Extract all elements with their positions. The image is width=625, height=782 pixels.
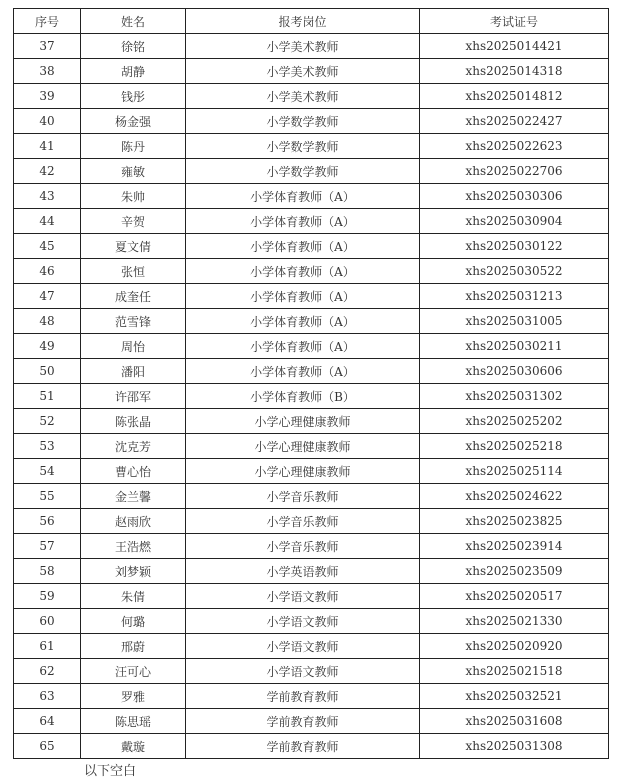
cell-exam-id: xhs2025023914 [420, 534, 609, 559]
cell-seq: 62 [14, 659, 81, 684]
header-position: 报考岗位 [186, 9, 420, 34]
table-header-row [14, 9, 609, 34]
cell-exam-id: xhs2025031213 [420, 284, 609, 309]
cell-name: 曹心怡 [81, 459, 186, 484]
cell-exam-id: xhs2025030122 [420, 234, 609, 259]
cell-seq: 54 [14, 459, 81, 484]
table-row [14, 234, 609, 259]
cell-exam-id: xhs2025025218 [420, 434, 609, 459]
table-row [14, 59, 609, 84]
cell-name: 钱彤 [81, 84, 186, 109]
table-row [14, 534, 609, 559]
cell-name: 刘梦颖 [81, 559, 186, 584]
cell-name: 杨金强 [81, 109, 186, 134]
cell-seq: 43 [14, 184, 81, 209]
cell-name: 陈张晶 [81, 409, 186, 434]
cell-position: 学前教育教师 [186, 709, 420, 734]
table-row [14, 634, 609, 659]
cell-seq: 48 [14, 309, 81, 334]
cell-exam-id: xhs2025030522 [420, 259, 609, 284]
cell-position: 小学体育教师（A） [186, 334, 420, 359]
cell-seq: 45 [14, 234, 81, 259]
cell-name: 陈丹 [81, 134, 186, 159]
cell-position: 小学数学教师 [186, 134, 420, 159]
cell-seq: 55 [14, 484, 81, 509]
cell-name: 邢蔚 [81, 634, 186, 659]
cell-exam-id: xhs2025030211 [420, 334, 609, 359]
cell-name: 徐铭 [81, 34, 186, 59]
cell-name: 胡静 [81, 59, 186, 84]
cell-seq: 60 [14, 609, 81, 634]
cell-seq: 61 [14, 634, 81, 659]
cell-exam-id: xhs2025030306 [420, 184, 609, 209]
candidate-table [13, 8, 609, 759]
cell-position: 小学体育教师（A） [186, 209, 420, 234]
table-row [14, 434, 609, 459]
cell-exam-id: xhs2025025202 [420, 409, 609, 434]
cell-seq: 56 [14, 509, 81, 534]
cell-exam-id: xhs2025023509 [420, 559, 609, 584]
cell-name: 朱帅 [81, 184, 186, 209]
cell-name: 沈克芳 [81, 434, 186, 459]
cell-position: 小学体育教师（A） [186, 259, 420, 284]
cell-position: 学前教育教师 [186, 684, 420, 709]
cell-position: 小学音乐教师 [186, 509, 420, 534]
table-row [14, 734, 609, 759]
cell-exam-id: xhs2025030904 [420, 209, 609, 234]
cell-seq: 51 [14, 384, 81, 409]
cell-exam-id: xhs2025014812 [420, 84, 609, 109]
cell-position: 小学数学教师 [186, 109, 420, 134]
cell-position: 小学语文教师 [186, 659, 420, 684]
table-row [14, 509, 609, 534]
cell-seq: 47 [14, 284, 81, 309]
header-seq: 序号 [14, 9, 81, 34]
table-row [14, 559, 609, 584]
table-row [14, 259, 609, 284]
cell-exam-id: xhs2025022427 [420, 109, 609, 134]
cell-exam-id: xhs2025020517 [420, 584, 609, 609]
header-exam-id: 考试证号 [420, 9, 609, 34]
cell-exam-id: xhs2025014421 [420, 34, 609, 59]
cell-name: 朱倩 [81, 584, 186, 609]
cell-exam-id: xhs2025025114 [420, 459, 609, 484]
cell-seq: 49 [14, 334, 81, 359]
cell-seq: 38 [14, 59, 81, 84]
cell-position: 小学音乐教师 [186, 484, 420, 509]
cell-name: 赵雨欣 [81, 509, 186, 534]
cell-position: 小学音乐教师 [186, 534, 420, 559]
cell-seq: 58 [14, 559, 81, 584]
cell-exam-id: xhs2025031005 [420, 309, 609, 334]
cell-name: 张恒 [81, 259, 186, 284]
cell-position: 小学体育教师（A） [186, 309, 420, 334]
table-row [14, 284, 609, 309]
cell-position: 小学数学教师 [186, 159, 420, 184]
cell-position: 小学美术教师 [186, 59, 420, 84]
cell-exam-id: xhs2025030606 [420, 359, 609, 384]
cell-name: 辛贺 [81, 209, 186, 234]
cell-seq: 42 [14, 159, 81, 184]
cell-position: 小学体育教师（B） [186, 384, 420, 409]
table-row [14, 184, 609, 209]
cell-exam-id: xhs2025024622 [420, 484, 609, 509]
cell-seq: 64 [14, 709, 81, 734]
cell-exam-id: xhs2025020920 [420, 634, 609, 659]
table-row [14, 709, 609, 734]
table-row [14, 209, 609, 234]
cell-position: 小学语文教师 [186, 634, 420, 659]
cell-name: 潘阳 [81, 359, 186, 384]
cell-position: 小学心理健康教师 [186, 409, 420, 434]
table-row [14, 684, 609, 709]
table-row [14, 384, 609, 409]
cell-seq: 65 [14, 734, 81, 759]
table-row [14, 484, 609, 509]
cell-seq: 53 [14, 434, 81, 459]
cell-position: 学前教育教师 [186, 734, 420, 759]
cell-name: 陈思瑶 [81, 709, 186, 734]
cell-exam-id: xhs2025021518 [420, 659, 609, 684]
table-row [14, 659, 609, 684]
cell-name: 王浩燃 [81, 534, 186, 559]
cell-name: 何璐 [81, 609, 186, 634]
cell-seq: 50 [14, 359, 81, 384]
cell-position: 小学美术教师 [186, 84, 420, 109]
cell-exam-id: xhs2025022706 [420, 159, 609, 184]
cell-position: 小学体育教师（A） [186, 359, 420, 384]
cell-seq: 37 [14, 34, 81, 59]
cell-name: 罗雅 [81, 684, 186, 709]
cell-seq: 59 [14, 584, 81, 609]
cell-position: 小学体育教师（A） [186, 234, 420, 259]
cell-name: 夏文倩 [81, 234, 186, 259]
table-row [14, 409, 609, 434]
cell-seq: 39 [14, 84, 81, 109]
cell-seq: 41 [14, 134, 81, 159]
table-row [14, 84, 609, 109]
cell-position: 小学心理健康教师 [186, 434, 420, 459]
cell-position: 小学英语教师 [186, 559, 420, 584]
cell-name: 戴璇 [81, 734, 186, 759]
cell-seq: 52 [14, 409, 81, 434]
cell-position: 小学心理健康教师 [186, 459, 420, 484]
cell-name: 金兰馨 [81, 484, 186, 509]
cell-seq: 40 [14, 109, 81, 134]
table-row [14, 584, 609, 609]
cell-exam-id: xhs2025022623 [420, 134, 609, 159]
cell-position: 小学体育教师（A） [186, 184, 420, 209]
cell-exam-id: xhs2025014318 [420, 59, 609, 84]
cell-name: 雍敏 [81, 159, 186, 184]
cell-name: 成奎任 [81, 284, 186, 309]
table-row [14, 309, 609, 334]
cell-exam-id: xhs2025031302 [420, 384, 609, 409]
cell-seq: 44 [14, 209, 81, 234]
table-row [14, 359, 609, 384]
cell-position: 小学美术教师 [186, 34, 420, 59]
table-row [14, 134, 609, 159]
cell-exam-id: xhs2025032521 [420, 684, 609, 709]
cell-exam-id: xhs2025023825 [420, 509, 609, 534]
cell-position: 小学体育教师（A） [186, 284, 420, 309]
cell-position: 小学语文教师 [186, 584, 420, 609]
cell-exam-id: xhs2025031308 [420, 734, 609, 759]
footer-note: 以下空白 [84, 764, 137, 779]
header-name: 姓名 [81, 9, 186, 34]
cell-exam-id: xhs2025021330 [420, 609, 609, 634]
cell-seq: 57 [14, 534, 81, 559]
table-row [14, 609, 609, 634]
table-row [14, 159, 609, 184]
table-row [14, 459, 609, 484]
cell-seq: 46 [14, 259, 81, 284]
cell-name: 汪可心 [81, 659, 186, 684]
cell-name: 许邵军 [81, 384, 186, 409]
table-row [14, 334, 609, 359]
cell-seq: 63 [14, 684, 81, 709]
cell-name: 范雪锋 [81, 309, 186, 334]
table-row [14, 34, 609, 59]
cell-exam-id: xhs2025031608 [420, 709, 609, 734]
cell-name: 周怡 [81, 334, 186, 359]
cell-position: 小学语文教师 [186, 609, 420, 634]
table-row [14, 109, 609, 134]
